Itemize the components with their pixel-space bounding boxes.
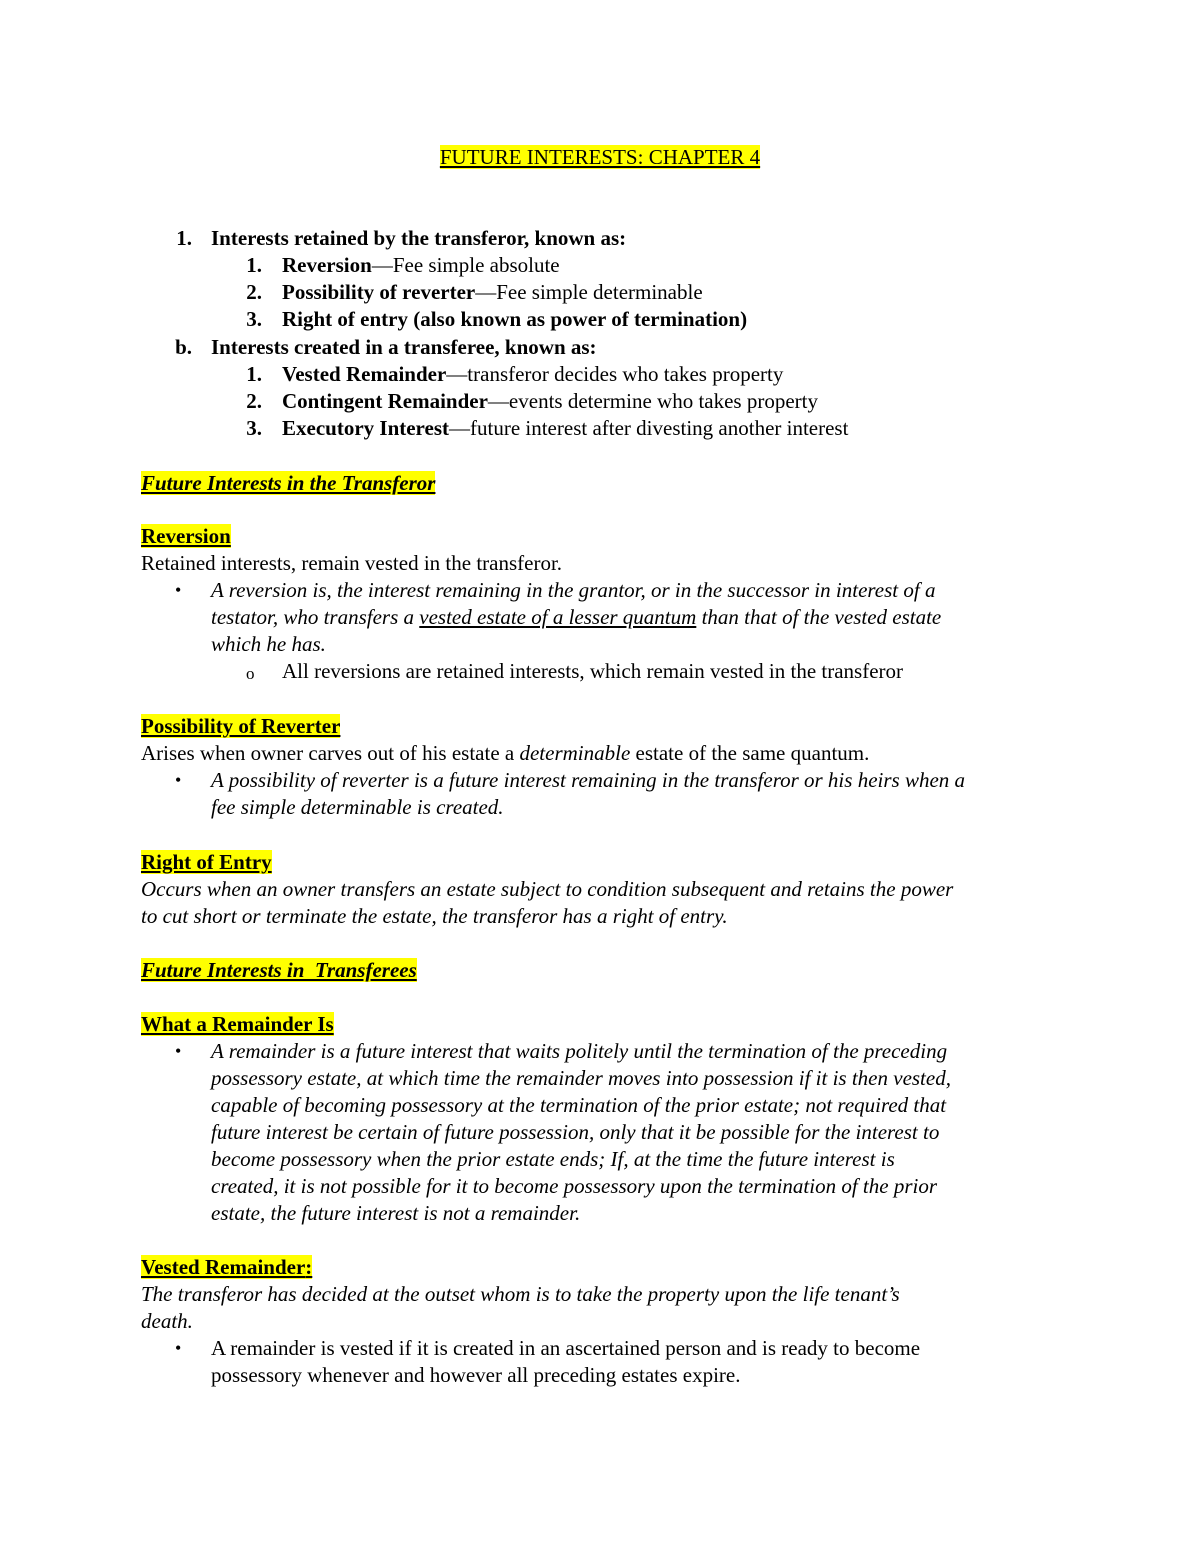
reversion-sub-bullet: All reversions are retained interests, which remain vested in the transferor bbox=[282, 659, 904, 683]
outline-a-item-1-number: 1. bbox=[246, 253, 262, 277]
outline-b-item-2-number: 2. bbox=[246, 389, 262, 413]
reversion-bullet-line-3: which he has. bbox=[211, 632, 326, 656]
vested-intro-line-2: death. bbox=[141, 1309, 193, 1333]
outline-b-item-3: Executory Interest—future interest after divesting another interest bbox=[282, 416, 849, 440]
vested-bullet-line-2: possessory whenever and however all preceding estates expire. bbox=[211, 1363, 741, 1387]
outline-a-item-1: Reversion—Fee simple absolute bbox=[282, 253, 560, 277]
outline-a-number: 1. bbox=[176, 226, 192, 250]
reverter-bullet-line-1: A possibility of reverter is a future interest remaining in the transferor or his heirs when a bbox=[211, 768, 966, 792]
outline-b-label: Interests created in a transferee, known as: bbox=[211, 335, 597, 359]
outline-b-item-1: Vested Remainder—transferor decides who takes property bbox=[282, 362, 784, 386]
reversion-bullet-line-1: A reversion is, the interest remaining in the grantor, or in the successor in interest of a bbox=[211, 578, 936, 602]
outline-b-number: b. bbox=[175, 335, 192, 359]
remainder-line-5: become possessory when the prior estate ends; If, at the time the future interest is bbox=[211, 1147, 895, 1171]
bullet-icon: • bbox=[175, 1041, 182, 1061]
outline-a-item-2-number: 2. bbox=[246, 280, 262, 304]
reverter-intro: Arises when owner carves out of his estate a determinable estate of the same quantum. bbox=[141, 741, 870, 765]
remainder-line-6: created, it is not possible for it to become possessory upon the termination of the prior bbox=[211, 1174, 937, 1198]
remainder-heading: What a Remainder Is bbox=[141, 1012, 334, 1036]
reversion-bullet-line-2: testator, who transfers a vested estate of a lesser quantum than that of the vested estate bbox=[211, 605, 942, 629]
outline-b-item-2: Contingent Remainder—events determine who takes property bbox=[282, 389, 818, 413]
remainder-line-3: capable of becoming possessory at the termination of the prior estate; not required that bbox=[211, 1093, 947, 1117]
remainder-line-2: possessory estate, at which time the remainder moves into possession if it is then vested, bbox=[211, 1066, 951, 1090]
bullet-icon: • bbox=[175, 770, 182, 790]
vested-heading: Vested Remainder: bbox=[141, 1255, 313, 1279]
reversion-heading: Reversion bbox=[141, 524, 231, 548]
reverter-bullet-line-2: fee simple determinable is created. bbox=[211, 795, 504, 819]
vested-bullet-line-1: A remainder is vested if it is created in an ascertained person and is ready to become bbox=[211, 1336, 921, 1360]
outline-a-item-3-number: 3. bbox=[246, 307, 262, 331]
entry-line-1: Occurs when an owner transfers an estate subject to condition subsequent and retains the power bbox=[141, 877, 954, 901]
outline-a-item-2: Possibility of reverter—Fee simple determinable bbox=[282, 280, 703, 304]
vested-intro-line-1: The transferor has decided at the outset whom is to take the property upon the life tenant’s bbox=[141, 1282, 900, 1306]
outline-b-item-3-number: 3. bbox=[246, 416, 262, 440]
remainder-line-1: A remainder is a future interest that waits politely until the termination of the preceding bbox=[211, 1039, 948, 1063]
remainder-line-7: estate, the future interest is not a remainder. bbox=[211, 1201, 581, 1225]
entry-line-2: to cut short or terminate the estate, the transferor has a right of entry. bbox=[141, 904, 728, 928]
remainder-line-4: future interest be certain of future possession, only that it be possible for the interest to bbox=[211, 1120, 940, 1144]
outline-a-label: Interests retained by the transferor, known as: bbox=[211, 226, 627, 250]
reverter-heading: Possibility of Reverter bbox=[141, 714, 341, 738]
section-heading-transferees: Future Interests in Transferees bbox=[141, 958, 417, 982]
bullet-icon: • bbox=[175, 1338, 182, 1358]
outline-b-item-1-number: 1. bbox=[246, 362, 262, 386]
outline-a-item-3: Right of entry (also known as power of termination) bbox=[282, 307, 748, 331]
document-title: FUTURE INTERESTS: CHAPTER 4 bbox=[439, 145, 761, 169]
bullet-icon: • bbox=[175, 580, 182, 600]
entry-heading: Right of Entry bbox=[141, 850, 272, 874]
reversion-intro: Retained interests, remain vested in the transferor. bbox=[141, 551, 563, 575]
section-heading-transferor: Future Interests in the Transferor bbox=[141, 471, 436, 495]
sub-bullet-icon: o bbox=[246, 664, 255, 683]
